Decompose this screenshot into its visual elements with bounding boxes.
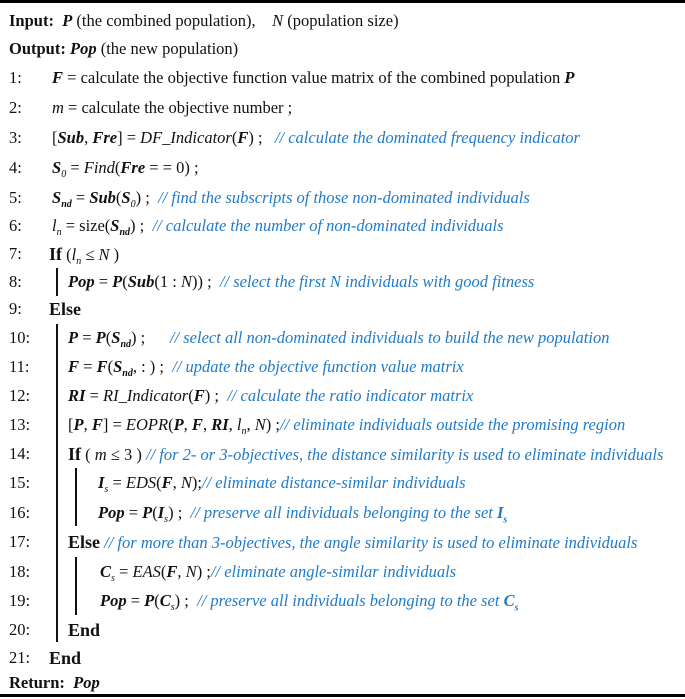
step-code: F = calculate the objective function value matrix of the combined population P [52,68,575,87]
line-number: 6: [9,216,22,235]
line-number: 5: [9,188,22,207]
step-comment: // find the subscripts of those non-dominated individuals [158,188,530,207]
line-number: 10: [9,328,31,347]
inner-if-block-bar [75,468,77,526]
line-number: 17: [9,532,31,551]
line-number: 8: [9,272,22,291]
step-comment: // calculate the ratio indicator matrix [227,386,474,405]
step-code: RI = RI_Indicator(F) ; // calculate the ratio indicator matrix [68,386,474,405]
step-code: If ( m ≤ 3 ) // for 2- or 3-objectives, the distance similarity is used to eliminate individuals [68,444,664,464]
line-number: 11: [9,357,30,376]
line-number: 4: [9,158,22,177]
step-code: Else [49,299,82,319]
step-code: $S_0$ = Find(Fre = = 0) ; [52,158,199,180]
step-code: End [68,620,101,640]
step-comment: // for 2- or 3-objectives, the distance similarity is used to eliminate individuals [145,445,664,464]
line-number: 9: [9,299,22,318]
step-comment: // select all non-dominated individuals to build the new population [169,328,610,347]
output-label: Output: [9,39,66,58]
step-code: $l_n$ = $size(S_{nd})$ ; // calculate the number of non-dominated individuals [52,216,504,238]
line-number: 2: [9,98,22,117]
output-desc: (the new population) [96,39,239,58]
step-code: $C_s = EAS(F$, N) ;// eliminate angle-similar individuals [100,562,457,584]
step-comment: // eliminate angle-similar individuals [210,562,457,581]
bottom-rule [0,694,685,697]
line-number: 20: [9,620,31,639]
line-number: 7: [9,244,22,263]
step-code: $P = P(S_{nd})$ ; // select all non-dominated individuals to build the new population [68,328,610,350]
output-pop: Pop [69,39,97,58]
input-label: Input: [9,11,54,30]
step-code: $S_{nd} = Sub(S_0)$ ; // find the subscripts of those non-dominated individuals [52,188,530,210]
line-number: 3: [9,128,22,147]
return-value: Pop [73,673,100,692]
inner-else-block-bar [75,557,77,615]
input-p: P [62,11,73,30]
input-n: N [272,11,284,30]
line-number: 18: [9,562,31,581]
line-number: 15: [9,473,31,492]
else-block-bar [56,324,58,642]
step-comment: // eliminate distance-similar individuals [202,473,466,492]
step-code: If ($l_n \le N$ ) [49,244,120,267]
step-comment: // preserve all individuals belonging to the set $I_s$ [190,503,508,526]
step-code: Else // for more than 3-objectives, the angle similarity is used to eliminate individuals [68,532,638,552]
step-code: End [49,648,82,668]
step-comment: // calculate the dominated frequency indicator [274,128,580,147]
line-number: 16: [9,503,31,522]
step-code: [P, F] = EOPR(P, F, RI, $l_n$, N) ;// eliminate individuals outside the promising region [68,415,626,437]
line-number: 12: [9,386,31,405]
step-comment: // for more than 3-objectives, the angle similarity is used to eliminate individuals [104,533,638,552]
step-code: Pop = $P(I_s)$ ; // preserve all individuals belonging to the set $I_s$ [98,503,508,526]
input-n-desc: (population size) [283,11,399,30]
step-code: m = calculate the objective number ; [52,98,293,117]
step-comment: // eliminate individuals outside the promising region [279,415,626,434]
step-comment: // select the first N individuals with good fitness [219,272,535,291]
step-comment: // preserve all individuals belonging to the set $C_s$ [197,591,519,614]
step-comment: // update the objective function value matrix [172,357,464,376]
step-code: $I_s = EDS(F$, N);// eliminate distance-similar individuals [98,473,466,495]
line-number: 13: [9,415,31,434]
step-code: [Sub, Fre] = DF_Indicator(F) ; // calculate the dominated frequency indicator [52,128,580,147]
line-number: 21: [9,648,31,667]
top-rule [0,0,685,3]
return-label: Return: [9,673,65,692]
step-code: Pop = P(Sub(1 : N)) ; // select the first N individuals with good fitness [68,272,535,291]
if-block-bar [56,268,58,296]
step-code: $F = F(S_{nd}$, : ) ; // update the objective function value matrix [68,357,464,379]
line-number: 14: [9,444,31,463]
line-number: 1: [9,68,22,87]
step-comment: // calculate the number of non-dominated individuals [152,216,504,235]
input-p-desc: (the combined population), [72,11,256,30]
line-number: 19: [9,591,31,610]
step-code: Pop = $P(C_s)$ ; // preserve all individuals belonging to the set $C_s$ [100,591,519,614]
